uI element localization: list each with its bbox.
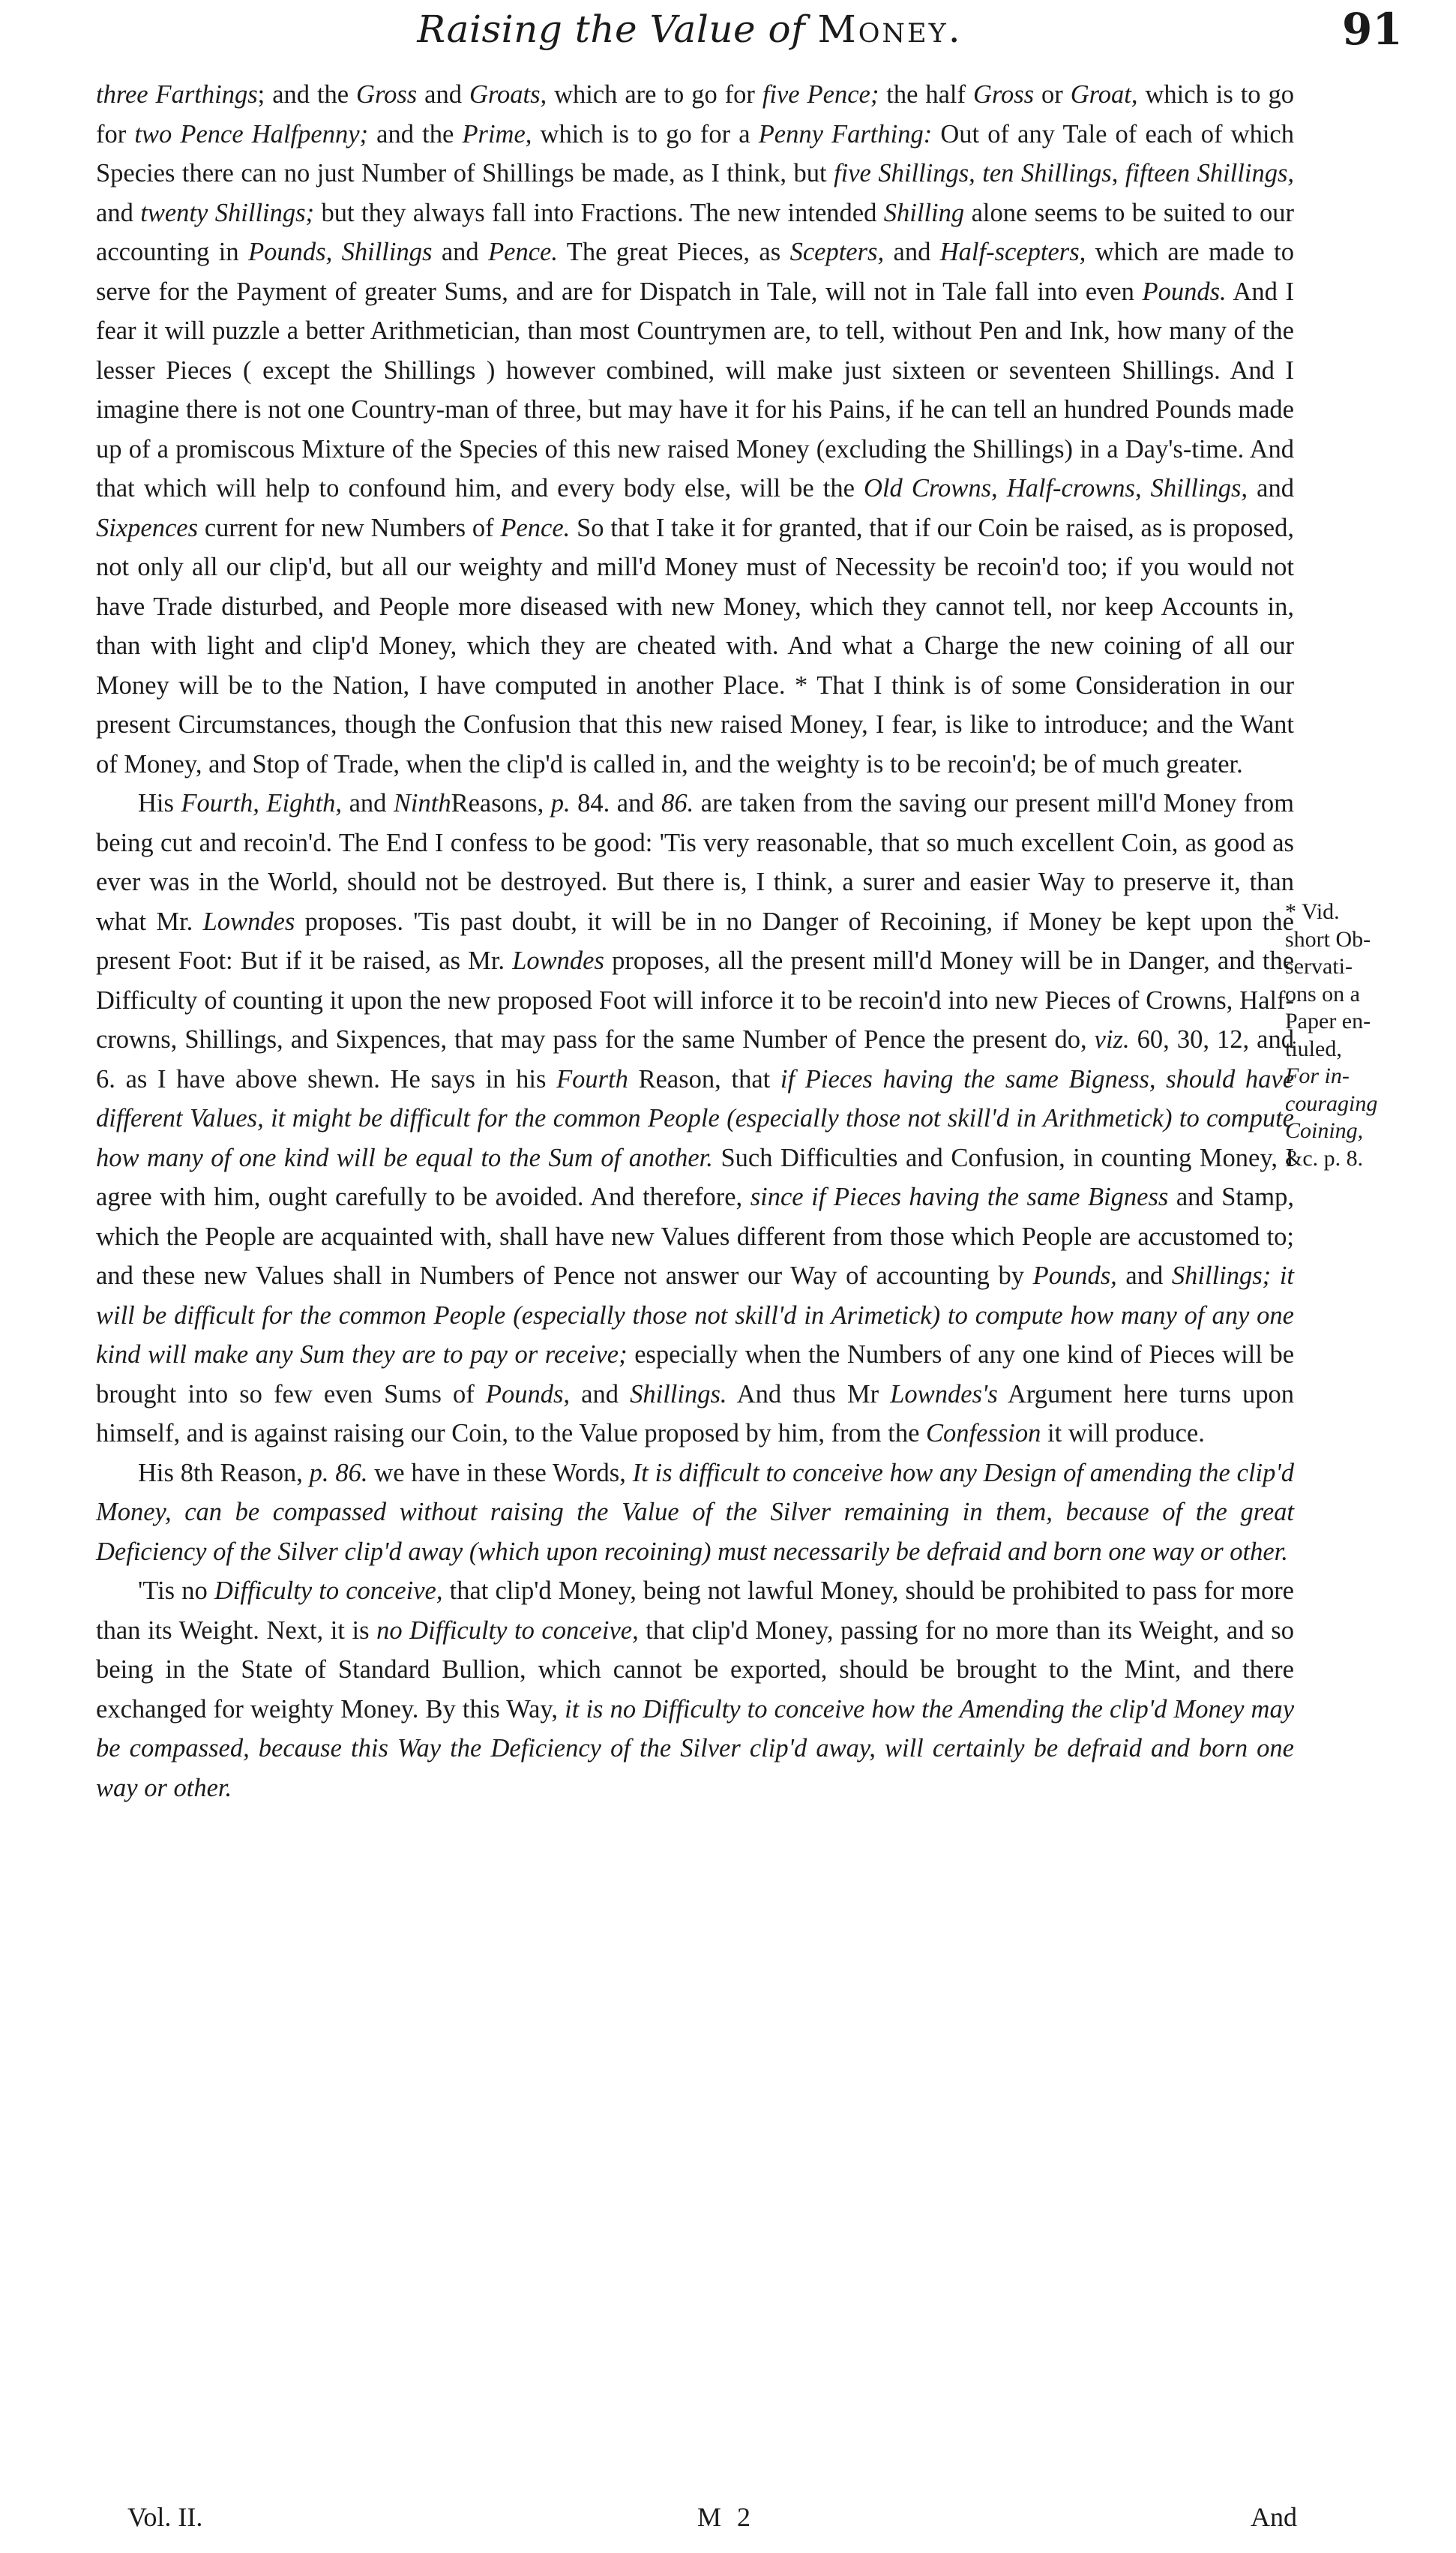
italic-text: Pence. [488,238,558,266]
text-run: 60, 30, 12, and 6. as I have above shewn. He says in his [96,1025,1294,1094]
margin-note-line: Paper en- [1285,1009,1371,1034]
italic-text: no Difficulty to conceive, [376,1616,639,1645]
volume-label: Vol. II. [127,2502,203,2532]
italic-text: Pence. [500,513,571,542]
margin-note-line: Coining, [1285,1118,1364,1143]
text-run: and the [368,119,463,148]
italic-text: Pounds. [1142,277,1227,306]
text-run: proposes, all the present mill'd Money will be in Danger, and the Difficulty of counting it upon the new proposed Foot will inforce it to be recoin'd into new Pieces of Crowns, Half-crowns, Shillings, and Sixpences, that may pass for the same Number of Pence the present do, [96,946,1295,1054]
text-run: current for new Numbers of [198,513,501,542]
text-run: and [417,80,469,109]
text-run: it will produce. [1041,1419,1205,1448]
signature-mark: M 2 [697,2502,756,2532]
text-run: the half [879,80,973,109]
text-run: And I fear it will puzzle a better Arithmetician, than most Countrymen are, to tell, without Pen and Ink, how many of the lesser Pieces ( except the Shillings ) however combined, will make just sixteen or seventeen Shillings. And I imagine there is not one Country-man of three, but may have it for his Pains, if he can tell an hundred Pounds made up of a promiscous Mixture of the Species of this new raised Money (excluding the Shillings) in a Day's-time. And that which will help to confound him, and every body else, will be the [96,277,1295,502]
marginal-note [1285,898,1419,1172]
text-run: which is to go for a [532,119,759,148]
margin-note-line: short Ob- [1285,926,1371,952]
text-run: but they always fall into Fractions. The new intended [314,198,884,227]
italic-text: two Pence Halfpenny; [134,119,369,148]
page-number: 91 [1342,4,1403,55]
text-run: and [432,238,489,266]
italic-text: Prime, [462,119,532,148]
text-run: we have in these Words, [367,1458,633,1487]
italic-text: Sixpences [96,513,199,542]
italic-text: Fourth, Eighth, [181,789,343,818]
italic-text: Half-scepters, [939,238,1086,266]
italic-text: 86. [661,789,694,818]
text-run: that clip'd Money, being not lawful Money, should be prohibited to pass for more than its Weight. Next, it is [96,1576,1294,1645]
italic-text: Difficulty to conceive, [214,1576,443,1605]
italic-text: Groats, [469,80,547,109]
text-run: and [342,789,394,818]
text-run: Reasons, [451,789,551,818]
catchword: And [1251,2502,1297,2532]
text-run: And thus Mr [727,1379,891,1408]
text-run: The great Pieces, as [557,238,790,266]
text-run: 'Tis no [138,1576,214,1605]
italic-text: Lowndes [202,907,295,936]
text-run: are taken from the saving our present mill'd Money from being cut and recoin'd. The End I confess to be good: 'Tis very reasonable, that so much excellent Coin, as good as ever was in the World, should not be destroyed. But there is, I think, a surer and easier Way to preserve it, than what Mr. [96,789,1294,936]
text-run: Out of any Tale of each of which Species there can no just Number of Shillings be made, as I think, but [96,119,1294,188]
italic-text: if Pieces having the same Bigness, should have different Values, it might be difficult for the common People (especially those not skill'd in Arithmetick) to compute how many of one kind will be equal to the Sum of another. [96,1064,1295,1172]
text-run: which is to go for [96,80,1294,148]
text-run: or [1034,80,1071,109]
text-run: ; and the [257,80,357,109]
italic-text: Gross [356,80,418,109]
text-run: and [884,238,940,266]
margin-note-line: tiuled, [1285,1036,1342,1061]
text-run: So that I take it for granted, that if our Coin be raised, as is proposed, not only all our clip'd, but all our weighty and mill'd Money must of Necessity be recoin'd too; if you would not have Trade disturbed, and People more diseased with new Money, which they cannot tell, nor keep Accounts in, than with light and clip'd Money, which they are cheated with. And what a Charge the new coining of all our Money will be to the Nation, I have computed in another Place. * That I think is of some Consideration in our present Circumstances, though the Confusion that this new raised Money, I fear, is like to introduce; and the Want of Money, and Stop of Trade, when the clip'd is called in, and the weighty is to be recoin'd; be of much greater. [96,513,1294,778]
italic-text: viz. [1094,1025,1130,1054]
text-run: proposes. 'Tis past doubt, it will be in no Danger of Recoining, if Money be kept upon the present Foot: But if it be raised, as Mr. [96,907,1294,975]
text-run: alone seems to be suited to our accounting in [96,198,1294,266]
text-run: Such Difficulties and Confusion, in counting Money, I agree with him, ought carefully to be avoided. And therefore, [96,1143,1294,1211]
body-text [96,75,1294,1808]
text-run: and Stamp, which the People are acquainted with, shall have new Values different from those which People are accustomed to; and these new Values shall in Numbers of Pence not answer our Way of accounting by [96,1183,1295,1290]
italic-text: Penny Farthing: [758,119,933,148]
text-run: Reason, that [628,1064,780,1094]
margin-note-line: couraging [1285,1090,1378,1116]
italic-text: Gross [972,80,1035,109]
running-head-money: Money. [817,8,963,51]
italic-text: Old Crowns, Half-crowns, Shillings, [864,474,1248,502]
text-run: His 8th Reason, [138,1458,310,1487]
italic-text: p. [309,1458,329,1487]
italic-text: five Pence; [762,80,879,109]
text-run: Argument here turns upon himself, and is against raising our Coin, to the Value proposed by him, from the [96,1379,1295,1448]
text-run: especially when the Numbers of any one kind of Pieces will be brought into so few even Sums of [96,1340,1295,1408]
italic-text: p. [550,789,571,818]
italic-text: Groat, [1070,80,1138,109]
italic-text: Fourth [556,1064,628,1094]
paragraph [96,75,1294,784]
paragraph [96,1454,1294,1572]
italic-text: it is no Difficulty to conceive how the Amending the clip'd Money may be compassed, because this Way the Deficiency of the Silver clip'd away, will certainly be defraid and born one way or other. [96,1694,1295,1802]
page-footer [127,2496,1297,2541]
italic-text: Lowndes's [890,1379,998,1408]
margin-note-line: servati- [1285,954,1353,979]
text-run: which are made to serve for the Payment of greater Sums, and are for Dispatch in Tale, will not in Tale fall into even [96,238,1294,306]
text-run: that clip'd Money, passing for no more than its Weight, and so being in the State of Standard Bullion, which cannot be exported, should be brought to the Mint, and there exchanged for weighty Money. By this Way, [96,1616,1294,1724]
italic-text: It is difficult to conceive how any Design of amending the clip'd Money, can be compassed without raising the Value of the Silver remaining in them, because of the great Deficiency of the Silver clip'd away (which upon recoining) must necessarily be defraid and born one way or other. [96,1458,1295,1566]
paragraph [96,784,1294,1454]
italic-text: Pounds, [1032,1262,1117,1290]
italic-text: Shilling [883,198,965,227]
italic-text: Scepters, [789,238,885,266]
running-head [390,3,990,56]
italic-text: Confession [926,1419,1041,1448]
italic-text: Lowndes [512,946,604,975]
italic-text: Pounds, Shillings [248,238,433,266]
italic-text: since if Pieces having the same Bigness [750,1183,1169,1211]
paragraph [96,1571,1294,1808]
running-head-title: Raising the Value of [417,8,806,51]
text-run: 84. and [570,789,662,818]
text-run: and [1116,1262,1172,1290]
italic-text: Shillings. [630,1379,727,1408]
italic-text: Ninth [393,789,451,818]
italic-text: three Farthings [96,80,258,109]
text-run: His [138,789,181,818]
text-run: and [96,198,141,227]
text-run: which are to go for [547,80,762,109]
italic-text: Shillings; it will be difficult for the common People (especially those not skill'd in Arimetick) to compute how many of any one kind will make any Sum they are to pay or receive; [96,1262,1294,1369]
italic-text: twenty Shillings; [140,198,315,227]
italic-text: 86. [335,1458,368,1487]
margin-note-line: For in- [1285,1064,1350,1088]
italic-text: five Shillings, ten Shillings, fifteen Shillings, [834,159,1294,188]
text-run: and [1248,474,1294,502]
text-run: and [570,1379,631,1408]
margin-note-line: ons on a [1285,981,1360,1006]
margin-note-line: &c. p. 8. [1285,1145,1364,1171]
italic-text: Pounds, [485,1379,571,1408]
margin-note-line: * Vid. [1285,899,1340,924]
